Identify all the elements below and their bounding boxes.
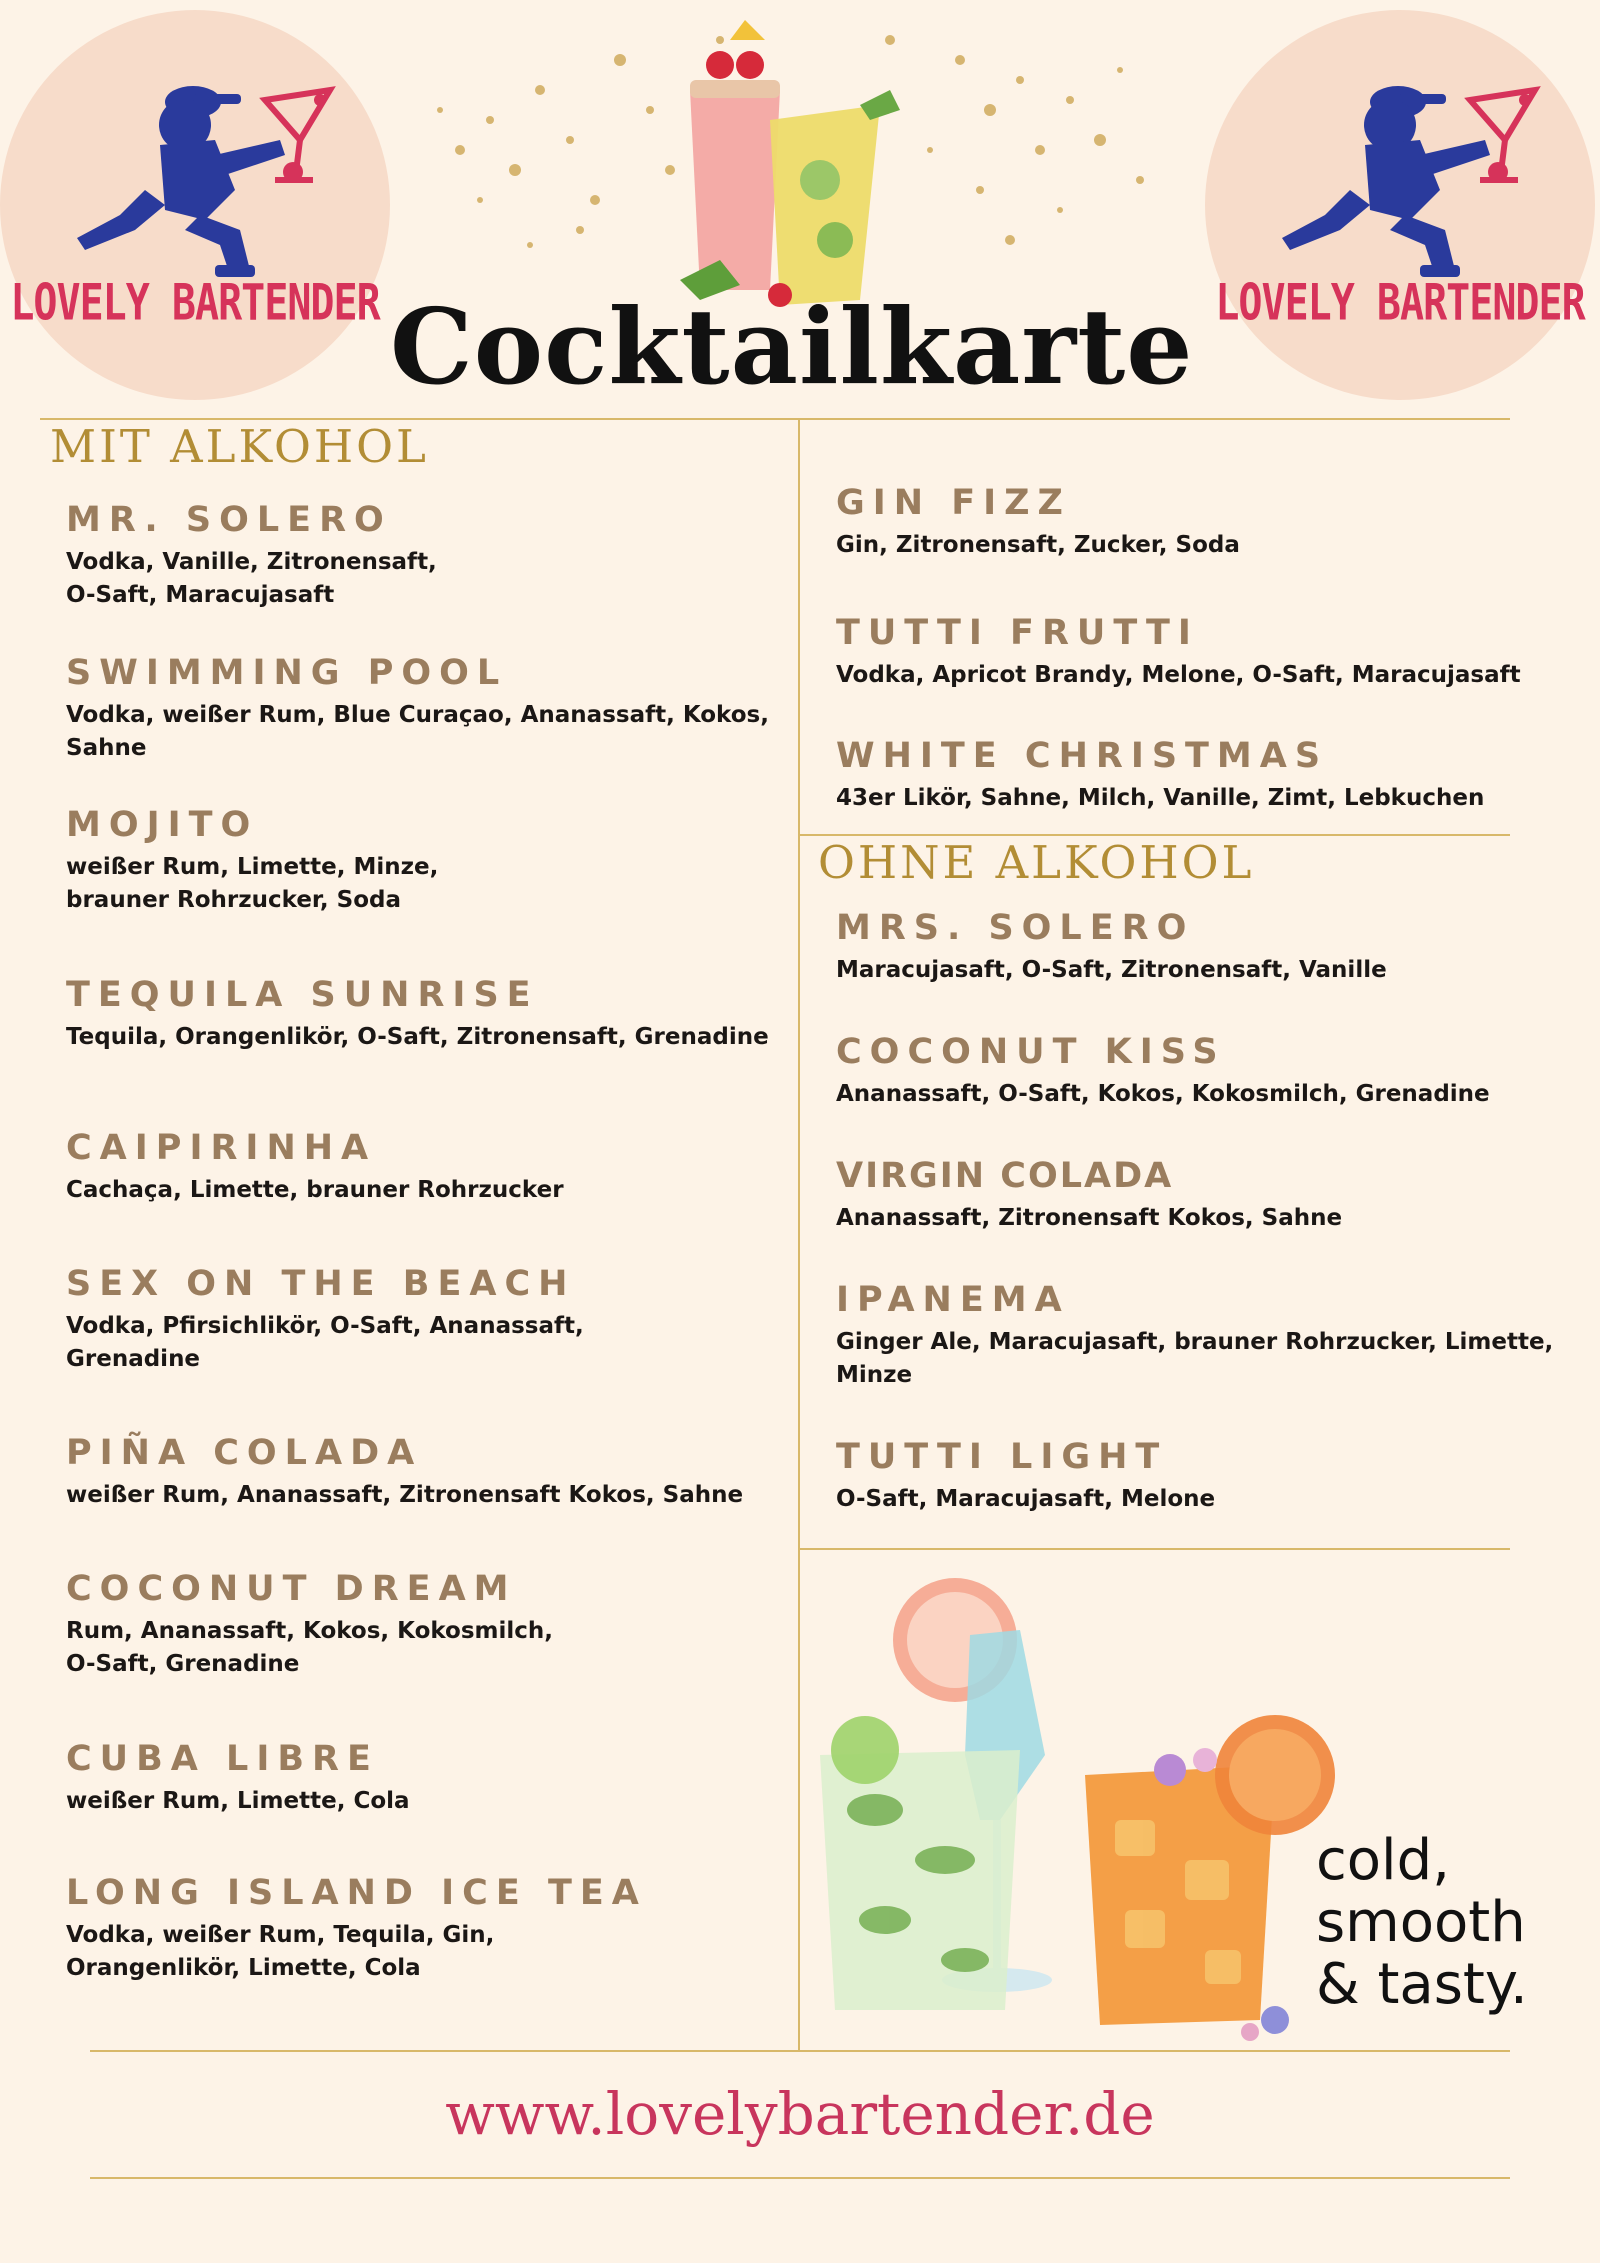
item-ingredients: Ginger Ale, Maracujasaft, brauner Rohrzucker, Limette, Minze — [836, 1329, 1554, 1388]
menu-item — [66, 1433, 743, 1512]
column-divider — [798, 420, 800, 2050]
item-name: MOJITO — [66, 805, 259, 845]
item-ingredients: Tequila, Orangenlikör, O-Saft, Zitronensaft, Grenadine — [66, 1024, 769, 1050]
section-heading-alcohol: MIT ALKOHOL — [50, 420, 429, 473]
divider-bottom-lower — [90, 2177, 1510, 2179]
item-name: VIRGIN COLADA — [836, 1156, 1174, 1196]
item-ingredients: weißer Rum, Limette, Minze, brauner Rohrzucker, Soda — [66, 854, 439, 913]
item-name: LONG ISLAND ICE TEA — [66, 1873, 647, 1913]
menu-item — [66, 1569, 553, 1681]
item-ingredients: Vodka, Pfirsichlikör, O-Saft, Ananassaft, Grenadine — [66, 1313, 584, 1372]
item-name: PIÑA COLADA — [66, 1433, 423, 1473]
item-name: GIN FIZZ — [836, 483, 1071, 523]
menu-item — [836, 1280, 1553, 1392]
brand-name: LOVELY BARTENDER — [1215, 274, 1585, 332]
menu-item — [836, 1156, 1342, 1235]
menu-item — [66, 1264, 584, 1376]
brand-name: LOVELY BARTENDER — [10, 274, 380, 332]
page-title: Cocktailkarte — [390, 285, 1194, 408]
item-name: MR. SOLERO — [66, 500, 392, 540]
menu-item — [836, 483, 1240, 562]
item-ingredients: weißer Rum, Ananassaft, Zitronensaft Kokos, Sahne — [66, 1482, 744, 1508]
item-ingredients: O-Saft, Maracujasaft, Melone — [836, 1486, 1216, 1512]
item-ingredients: Cachaça, Limette, brauner Rohrzucker — [66, 1177, 564, 1203]
item-name: COCONUT DREAM — [66, 1569, 517, 1609]
divider-bottom-upper — [90, 2050, 1510, 2052]
menu-item — [66, 500, 437, 612]
menu-item — [836, 613, 1521, 692]
menu-item — [66, 1128, 564, 1207]
item-name: CAIPIRINHA — [66, 1128, 377, 1168]
item-ingredients: Ananassaft, Zitronensaft Kokos, Sahne — [836, 1205, 1343, 1231]
menu-item — [836, 736, 1484, 815]
website-url[interactable]: www.lovelybartender.de — [445, 2080, 1155, 2148]
item-name: WHITE CHRISTMAS — [836, 736, 1329, 776]
tagline: cold, smooth & tasty. — [1316, 1828, 1528, 2017]
menu-item — [66, 1739, 410, 1818]
item-name: IPANEMA — [836, 1280, 1070, 1320]
item-name: COCONUT KISS — [836, 1032, 1226, 1072]
item-ingredients: Maracujasaft, O-Saft, Zitronensaft, Vanille — [836, 957, 1387, 983]
brand-badge-left — [0, 10, 390, 400]
item-ingredients: Vodka, Vanille, Zitronensaft, O-Saft, Maracujasaft — [66, 549, 437, 608]
menu-item — [66, 653, 769, 765]
item-name: MRS. SOLERO — [836, 908, 1195, 948]
item-name: TUTTI FRUTTI — [836, 613, 1199, 653]
item-ingredients: Ananassaft, O-Saft, Kokos, Kokosmilch, Grenadine — [836, 1081, 1490, 1107]
item-ingredients: Vodka, weißer Rum, Blue Curaçao, Ananassaft, Kokos, Sahne — [66, 702, 769, 761]
cocktail-glasses-illustration — [670, 10, 920, 310]
item-name: TEQUILA SUNRISE — [66, 975, 539, 1015]
item-ingredients: 43er Likör, Sahne, Milch, Vanille, Zimt, Lebkuchen — [836, 785, 1485, 811]
menu-item — [66, 975, 769, 1054]
item-name: CUBA LIBRE — [66, 1739, 379, 1779]
item-ingredients: Vodka, Apricot Brandy, Melone, O-Saft, Maracujasaft — [836, 662, 1521, 688]
menu-item — [836, 1032, 1490, 1111]
brand-badge-right — [1205, 10, 1595, 400]
item-name: TUTTI LIGHT — [836, 1437, 1168, 1477]
menu-item — [836, 908, 1387, 987]
menu-item — [66, 1873, 647, 1985]
item-ingredients: Gin, Zitronensaft, Zucker, Soda — [836, 532, 1240, 558]
bartender-logo-icon — [1270, 80, 1550, 290]
menu-item — [66, 805, 438, 917]
divider-image — [800, 1548, 1510, 1550]
item-name: SEX ON THE BEACH — [66, 1264, 576, 1304]
item-name: SWIMMING POOL — [66, 653, 508, 693]
menu-item — [836, 1437, 1215, 1516]
cocktails-watercolor-illustration — [805, 1560, 1365, 2050]
bartender-logo-icon — [65, 80, 345, 290]
section-heading-non-alcohol: OHNE ALKOHOL — [818, 836, 1255, 889]
item-ingredients: Rum, Ananassaft, Kokos, Kokosmilch, O-Saft, Grenadine — [66, 1618, 554, 1677]
item-ingredients: weißer Rum, Limette, Cola — [66, 1788, 410, 1814]
item-ingredients: Vodka, weißer Rum, Tequila, Gin, Orangenlikör, Limette, Cola — [66, 1922, 495, 1981]
